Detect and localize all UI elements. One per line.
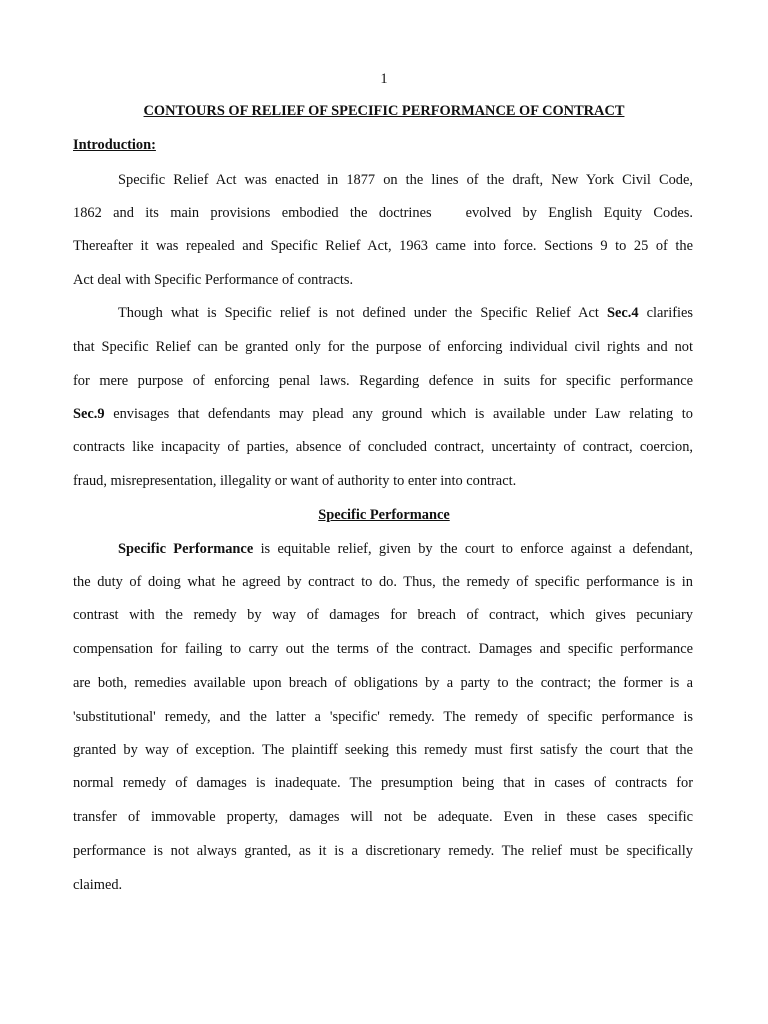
para1-line3: Thereafter it was repealed and Specific Relief Act, 1963 came into force. Sections 9 to 25 of the: [73, 238, 693, 254]
para3-line2: the duty of doing what he agreed by contract to do. Thus, the remedy of specific performance is in: [73, 574, 693, 590]
para2-line3: for mere purpose of enforcing penal laws. Regarding defence in suits for specific performance: [73, 373, 693, 389]
para2-line4-b: envisages that defendants may plead any ground which is available under Law relating to: [113, 406, 693, 422]
para2-line1-b: clarifies: [646, 305, 693, 321]
para3-line11: claimed.: [73, 877, 123, 893]
page-number: 1: [380, 71, 388, 87]
para2-line1-a: Though what is Specific relief is not defined under the Specific Relief Act: [118, 305, 599, 321]
para2-line4: [73, 405, 693, 423]
document-title: CONTOURS OF RELIEF OF SPECIFIC PERFORMANCE OF CONTRACT: [143, 103, 625, 119]
para1-line2-b: evolved by English Equity Codes.: [465, 205, 693, 221]
para3-line9: transfer of immovable property, damages will not be adequate. Even in these cases specific: [73, 809, 693, 825]
para3-line10: performance is not always granted, as it is a discretionary remedy. The relief must be specifically: [73, 843, 693, 859]
para3-line1: [118, 540, 693, 558]
intro-heading: Introduction:: [73, 137, 156, 153]
specific-performance-term: Specific Performance: [118, 541, 254, 557]
para1-line2-a: 1862 and its main provisions embodied the doctrines: [73, 205, 432, 221]
para3-line7: granted by way of exception. The plaintiff seeking this remedy must first satisfy the court that the: [73, 742, 693, 758]
sec9-ref: Sec.9: [73, 406, 105, 422]
para3-line6: 'substitutional' remedy, and the latter a 'specific' remedy. The remedy of specific performance is: [73, 709, 693, 725]
para1-line1: Specific Relief Act was enacted in 1877 on the lines of the draft, New York Civil Code,: [118, 172, 693, 188]
para2-line2: that Specific Relief can be granted only for the purpose of enforcing individual civil rights and not: [73, 339, 693, 355]
sec4-ref: Sec.4: [606, 305, 639, 321]
para3-line8: normal remedy of damages is inadequate. The presumption being that in cases of contracts for: [73, 775, 693, 791]
para3-line1-b: is equitable relief, given by the court to enforce against a defendant,: [260, 541, 693, 557]
para3-line5: are both, remedies available upon breach of obligations by a party to the contract; the former is a: [73, 675, 693, 691]
para1-line4: Act deal with Specific Performance of contracts.: [73, 272, 354, 288]
para1-line2: [73, 204, 693, 222]
para2-line6: fraud, misrepresentation, illegality or want of authority to enter into contract.: [73, 473, 517, 489]
para2-line5: contracts like incapacity of parties, absence of concluded contract, uncertainty of contract, coercion,: [73, 439, 693, 455]
para3-line4: compensation for failing to carry out the terms of the contract. Damages and specific performance: [73, 641, 693, 657]
para3-line3: contrast with the remedy by way of damages for breach of contract, which gives pecuniary: [73, 607, 693, 623]
para2-line1: [118, 304, 693, 322]
section-heading: Specific Performance: [318, 507, 450, 523]
